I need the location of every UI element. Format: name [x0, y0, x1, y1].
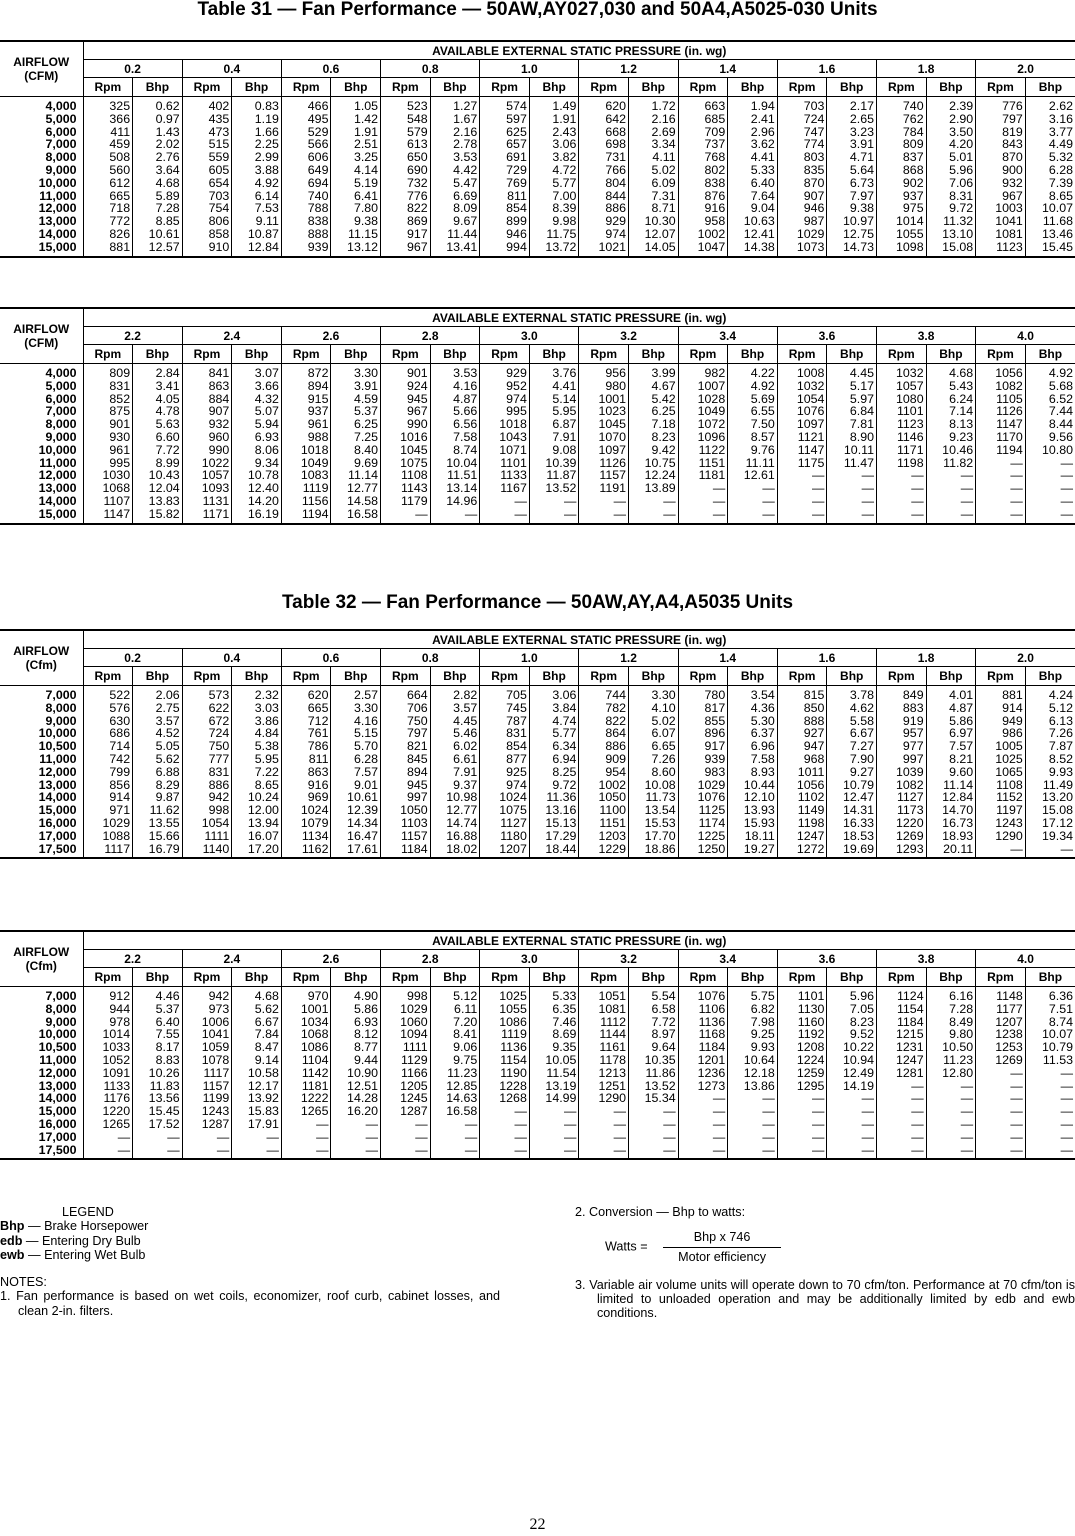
rpm-values: 1032 1057 1080 1101 1123 1146 1171 1198 — — — —: [877, 364, 927, 524]
legend-abbr: edb: [0, 1233, 23, 1248]
watts-formula: [605, 1230, 1075, 1264]
rpm-header: Rpm: [976, 78, 1026, 97]
bhp-header: Bhp: [529, 667, 579, 686]
bhp-values: 1.05 1.42 1.91 2.51 3.25 4.14 5.19 6.41 7.80 9.38 11.15 13.12: [331, 97, 381, 257]
legend-text: — Brake Horsepower: [27, 1219, 149, 1234]
bhp-header: Bhp: [728, 667, 778, 686]
rpm-values: 1124 1154 1184 1215 1231 1247 1281 — — — — — —: [877, 987, 927, 1160]
fan-performance-table: [0, 40, 1075, 258]
bhp-values: 3.99 4.67 5.42 6.25 7.18 8.23 9.42 10.75 12.24 13.89 — —: [629, 364, 679, 524]
bhp-header: Bhp: [232, 968, 282, 987]
bhp-values: 4.01 4.87 5.86 6.97 7.57 8.21 9.60 11.14 12.84 14.70 16.73 18.93 20.11: [926, 686, 976, 859]
rpm-header: Rpm: [678, 667, 728, 686]
rpm-values: 872 894 915 937 961 988 1018 1049 1083 1119 1156 1194: [281, 364, 331, 524]
bhp-header: Bhp: [827, 968, 877, 987]
bhp-header: Bhp: [430, 667, 480, 686]
bhp-values: 4.68 5.62 6.67 7.84 8.47 9.14 10.58 12.17 13.92 15.83 17.91 — —: [232, 987, 282, 1160]
pressure-value: 4.0: [976, 327, 1075, 345]
rpm-values: 1008 1032 1054 1076 1097 1121 1147 1175 — — — —: [777, 364, 827, 524]
rpm-values: 705 745 787 831 854 877 925 974 1024 1075 1127 1180 1207: [480, 686, 530, 859]
airflow-values: 7,000 8,000 9,000 10,000 10,500 11,000 12,000 13,000 14,000 15,000 16,000 17,000 17,500: [0, 686, 83, 859]
rpm-values: 522 576 630 686 714 742 799 856 914 971 1029 1088 1117: [83, 686, 133, 859]
pressure-value: 3.6: [777, 327, 876, 345]
bhp-values: 3.06 3.84 4.74 5.77 6.34 6.94 8.25 9.72 11.36 13.16 15.13 17.29 18.44: [529, 686, 579, 859]
pressure-value: 0.2: [83, 60, 182, 78]
rpm-header: Rpm: [976, 667, 1026, 686]
bhp-header: Bhp: [529, 345, 579, 364]
bhp-values: 2.32 3.03 3.86 4.84 5.38 5.95 7.22 8.65 10.24 12.00 13.94 16.07 17.20: [232, 686, 282, 859]
bhp-values: 2.62 3.16 3.77 4.49 5.32 6.28 7.39 8.65 10.07 11.68 13.46 15.45: [1025, 97, 1075, 257]
rpm-header: Rpm: [83, 667, 133, 686]
bhp-header: Bhp: [629, 968, 679, 987]
rpm-values: 956 980 1001 1023 1045 1070 1097 1126 1157 1191 — —: [579, 364, 629, 524]
pressure-value: 2.6: [281, 950, 380, 968]
bhp-values: 3.76 4.41 5.14 5.95 6.87 7.91 9.08 10.39 11.87 13.52 — —: [529, 364, 579, 524]
rpm-values: 620 642 668 698 731 766 804 844 886 929 974 1021: [579, 97, 629, 257]
bhp-header: Bhp: [529, 968, 579, 987]
pressure-value: 1.6: [777, 60, 876, 78]
bhp-header: Bhp: [331, 968, 381, 987]
rpm-values: 1056 1082 1105 1126 1147 1170 1194 — — — — —: [976, 364, 1026, 524]
rpm-values: 664 706 750 797 821 845 894 945 997 1050 1103 1157 1184: [381, 686, 431, 859]
legend-item: [0, 1234, 260, 1248]
pressure-value: 2.2: [83, 950, 182, 968]
watts-label: Watts =: [605, 1239, 648, 1254]
bhp-values: 5.54 6.58 7.72 8.97 9.64 10.35 11.86 13.52 15.34 — — — —: [629, 987, 679, 1160]
bhp-header: Bhp: [728, 78, 778, 97]
pressure-value: 3.4: [678, 950, 777, 968]
rpm-header: Rpm: [480, 968, 530, 987]
rpm-values: 982 1007 1028 1049 1072 1096 1122 1151 1181 — — —: [678, 364, 728, 524]
bhp-header: Bhp: [827, 78, 877, 97]
rpm-values: 663 685 709 737 768 802 838 876 916 958 1002 1047: [678, 97, 728, 257]
rpm-values: 901 924 945 967 990 1016 1045 1075 1108 1143 1179 —: [381, 364, 431, 524]
rpm-header: Rpm: [678, 78, 728, 97]
notes: [0, 1275, 500, 1318]
bhp-values: 0.83 1.19 1.66 2.25 2.99 3.88 4.92 6.14 7.53 9.11 10.87 12.84: [232, 97, 282, 257]
rpm-header: Rpm: [480, 667, 530, 686]
watts-numerator: Bhp x 746: [663, 1230, 781, 1247]
bhp-header: Bhp: [430, 78, 480, 97]
rpm-header: Rpm: [777, 345, 827, 364]
note-3: 3. Variable air volume units will operate down to 70 cfm/ton. Performance at 70 cfm/ton is limited to unloaded operation and may be additionally limited by edb and ewb conditions.: [575, 1277, 1075, 1321]
bhp-values: 2.82 3.57 4.45 5.46 6.02 6.61 7.91 9.37 10.98 12.77 14.74 16.88 18.02: [430, 686, 480, 859]
bhp-header: Bhp: [629, 667, 679, 686]
watts-fraction: [663, 1230, 781, 1264]
bhp-values: 5.12 6.11 7.20 8.41 9.06 9.75 11.23 12.85 14.63 16.58 — — —: [430, 987, 480, 1160]
bhp-values: 2.17 2.65 3.23 3.91 4.71 5.64 6.73 7.97 9.38 10.97 12.75 14.73: [827, 97, 877, 257]
bhp-header: Bhp: [232, 78, 282, 97]
bhp-header: Bhp: [1025, 78, 1075, 97]
rpm-header: Rpm: [281, 667, 331, 686]
rpm-header: Rpm: [976, 345, 1026, 364]
pressure-value: 1.0: [480, 60, 579, 78]
pressure-value: 3.0: [480, 950, 579, 968]
pressure-value: 4.0: [976, 950, 1075, 968]
rpm-values: 841 863 884 907 932 960 990 1022 1057 1093 1131 1171: [182, 364, 232, 524]
rpm-header: Rpm: [182, 667, 232, 686]
rpm-header: Rpm: [579, 78, 629, 97]
rpm-values: 1101 1130 1160 1192 1208 1224 1259 1295 — — — — —: [777, 987, 827, 1160]
bhp-values: 2.57 3.30 4.16 5.15 5.70 6.28 7.57 9.01 10.61 12.39 14.34 16.47 17.61: [331, 686, 381, 859]
rpm-values: 1148 1177 1207 1238 1253 1269 — — — — — — —: [976, 987, 1026, 1160]
rpm-header: Rpm: [678, 345, 728, 364]
rpm-values: 620 665 712 761 786 811 863 916 969 1024 1079 1134 1162: [281, 686, 331, 859]
rpm-values: 942 973 1006 1041 1059 1078 1117 1157 1199 1243 1287 — —: [182, 987, 232, 1160]
bhp-header: Bhp: [728, 345, 778, 364]
bhp-values: 5.75 6.82 7.98 9.25 9.93 10.64 12.18 13.86 — — — — —: [728, 987, 778, 1160]
bhp-header: Bhp: [133, 968, 183, 987]
rpm-header: Rpm: [281, 968, 331, 987]
bhp-header: Bhp: [1025, 667, 1075, 686]
rpm-header: Rpm: [777, 78, 827, 97]
pressure-value: 1.4: [678, 649, 777, 667]
rpm-values: 1051 1081 1112 1144 1161 1178 1213 1251 1290 — — — —: [579, 987, 629, 1160]
rpm-values: 815 850 888 927 947 968 1011 1056 1102 1149 1198 1247 1272: [777, 686, 827, 859]
rpm-values: 740 762 784 809 837 868 902 937 975 1014 1055 1098: [877, 97, 927, 257]
legend-item: [0, 1248, 260, 1262]
bhp-header: Bhp: [728, 968, 778, 987]
bhp-header: Bhp: [926, 667, 976, 686]
pressure-value: 2.0: [976, 649, 1075, 667]
rpm-values: 703 724 747 774 803 835 870 907 946 987 1029 1073: [777, 97, 827, 257]
rpm-header: Rpm: [381, 345, 431, 364]
bhp-values: 1.72 2.16 2.69 3.34 4.11 5.02 6.09 7.31 8.71 10.30 12.07 14.05: [629, 97, 679, 257]
rpm-values: 809 831 852 875 901 930 961 995 1030 1068 1107 1147: [83, 364, 133, 524]
bhp-header: Bhp: [529, 78, 579, 97]
rpm-values: 573 622 672 724 750 777 831 886 942 998 1054 1111 1140: [182, 686, 232, 859]
rpm-values: 881 914 949 986 1005 1025 1065 1108 1152 1197 1243 1290 —: [976, 686, 1026, 859]
pressure-value: 2.4: [182, 950, 281, 968]
pressure-value: 2.2: [83, 327, 182, 345]
rpm-header: Rpm: [281, 345, 331, 364]
watts-denominator: Motor efficiency: [678, 1249, 767, 1264]
rpm-header: Rpm: [83, 345, 133, 364]
airflow-values: 4,000 5,000 6,000 7,000 8,000 9,000 10,000 11,000 12,000 13,000 14,000 15,000: [0, 364, 83, 524]
rpm-header: Rpm: [381, 78, 431, 97]
airflow-header: AIRFLOW (CFM): [0, 41, 83, 97]
pressure-value: 0.4: [182, 60, 281, 78]
rpm-values: 780 817 855 896 917 939 983 1029 1076 1125 1174 1225 1250: [678, 686, 728, 859]
pressure-value: 0.4: [182, 649, 281, 667]
bhp-values: 4.68 5.43 6.24 7.14 8.13 9.23 10.46 11.82 — — — —: [926, 364, 976, 524]
bhp-header: Bhp: [133, 78, 183, 97]
bhp-header: Bhp: [629, 78, 679, 97]
bhp-header: Bhp: [430, 968, 480, 987]
bhp-values: 2.84 3.41 4.05 4.78 5.63 6.60 7.72 8.99 10.43 12.04 13.83 15.82: [133, 364, 183, 524]
rpm-values: 1076 1106 1136 1168 1184 1201 1236 1273 — — — — —: [678, 987, 728, 1160]
rpm-values: 776 797 819 843 870 900 932 967 1003 1041 1081 1123: [976, 97, 1026, 257]
bhp-values: 2.39 2.90 3.50 4.20 5.01 5.96 7.06 8.31 9.72 11.32 13.10 15.08: [926, 97, 976, 257]
bhp-header: Bhp: [827, 345, 877, 364]
bhp-values: 1.27 1.67 2.16 2.78 3.53 4.42 5.47 6.69 8.09 9.67 11.44 13.41: [430, 97, 480, 257]
pressure-value: 1.4: [678, 60, 777, 78]
bhp-values: 3.30 4.10 5.02 6.07 6.65 7.26 8.60 10.08 11.73 13.54 15.53 17.70 18.86: [629, 686, 679, 859]
pressure-header: AVAILABLE EXTERNAL STATIC PRESSURE (in. wg): [83, 931, 1075, 950]
pressure-value: 3.2: [579, 950, 678, 968]
airflow-values: 4,000 5,000 6,000 7,000 8,000 9,000 10,000 11,000 12,000 13,000 14,000 15,000: [0, 97, 83, 257]
bhp-header: Bhp: [629, 345, 679, 364]
pressure-value: 1.2: [579, 649, 678, 667]
bhp-values: 4.46 5.37 6.40 7.55 8.17 8.83 10.26 11.83 13.56 15.45 17.52 — —: [133, 987, 183, 1160]
bhp-values: 3.78 4.62 5.58 6.67 7.27 7.90 9.27 10.79 12.47 14.31 16.33 18.53 19.69: [827, 686, 877, 859]
pressure-value: 0.6: [281, 60, 380, 78]
bhp-values: 5.33 6.35 7.46 8.69 9.35 10.05 11.54 13.19 14.99 — — — —: [529, 987, 579, 1160]
bhp-values: 4.24 5.12 6.13 7.26 7.87 8.52 9.93 11.49 13.20 15.08 17.12 19.34 —: [1025, 686, 1075, 859]
bhp-values: 6.36 7.51 8.74 10.07 10.79 11.53 — — — — — — —: [1025, 987, 1075, 1160]
legend-item: [0, 1219, 260, 1233]
pressure-value: 2.6: [281, 327, 380, 345]
fan-performance-table: [0, 930, 1075, 1160]
bhp-header: Bhp: [331, 78, 381, 97]
rpm-values: 1025 1055 1086 1119 1136 1154 1190 1228 1268 — — — —: [480, 987, 530, 1160]
pressure-value: 0.2: [83, 649, 182, 667]
pressure-value: 2.0: [976, 60, 1075, 78]
legend-title: LEGEND: [62, 1205, 114, 1219]
legend-abbr: Bhp: [0, 1219, 25, 1234]
bhp-values: 4.92 5.68 6.52 7.44 8.44 9.56 10.80 — — — — —: [1025, 364, 1075, 524]
rpm-header: Rpm: [579, 345, 629, 364]
pressure-value: 3.2: [579, 327, 678, 345]
page-number: 22: [529, 1516, 546, 1533]
rpm-header: Rpm: [777, 968, 827, 987]
bhp-header: Bhp: [331, 345, 381, 364]
bhp-header: Bhp: [430, 345, 480, 364]
rpm-values: 849 883 919 957 977 997 1039 1082 1127 1173 1220 1269 1293: [877, 686, 927, 859]
airflow-header: AIRFLOW (Cfm): [0, 931, 83, 987]
table32-title: Table 32 — Fan Performance — 50AW,AY,A4,A5035 Units: [281, 592, 794, 613]
rpm-header: Rpm: [877, 78, 927, 97]
bhp-values: 1.94 2.41 2.96 3.62 4.41 5.33 6.40 7.64 9.04 10.63 12.41 14.38: [728, 97, 778, 257]
legend-text: — Entering Dry Bulb: [25, 1233, 141, 1248]
bhp-values: 3.53 4.16 4.87 5.66 6.56 7.58 8.74 10.04 11.51 13.14 14.96 —: [430, 364, 480, 524]
rpm-header: Rpm: [976, 968, 1026, 987]
pressure-header: AVAILABLE EXTERNAL STATIC PRESSURE (in. wg): [83, 308, 1075, 327]
rpm-values: 325 366 411 459 508 560 612 665 718 772 826 881: [83, 97, 133, 257]
rpm-header: Rpm: [83, 78, 133, 97]
rpm-values: 744 782 822 864 886 909 954 1002 1050 1100 1151 1203 1229: [579, 686, 629, 859]
bhp-header: Bhp: [232, 667, 282, 686]
pressure-value: 2.8: [381, 327, 480, 345]
fan-performance-table: [0, 307, 1075, 525]
bhp-header: Bhp: [1025, 968, 1075, 987]
bhp-values: 6.16 7.28 8.49 9.80 10.50 11.23 12.80 — — — — — —: [926, 987, 976, 1160]
rpm-header: Rpm: [381, 968, 431, 987]
legend-text: — Entering Wet Bulb: [28, 1247, 146, 1262]
bhp-header: Bhp: [926, 968, 976, 987]
bhp-values: 3.54 4.36 5.30 6.37 6.96 7.58 8.93 10.44 12.10 13.93 15.93 18.11 19.27: [728, 686, 778, 859]
pressure-value: 3.0: [480, 327, 579, 345]
bhp-header: Bhp: [1025, 345, 1075, 364]
rpm-header: Rpm: [877, 345, 927, 364]
rpm-header: Rpm: [182, 968, 232, 987]
pressure-value: 3.6: [777, 950, 876, 968]
notes-title: NOTES:: [0, 1275, 47, 1289]
pressure-value: 0.6: [281, 649, 380, 667]
rpm-header: Rpm: [877, 968, 927, 987]
pressure-value: 3.8: [877, 327, 976, 345]
pressure-value: 0.8: [381, 60, 480, 78]
rpm-values: 970 1001 1034 1068 1086 1104 1142 1181 1222 1265 — — —: [281, 987, 331, 1160]
rpm-header: Rpm: [480, 345, 530, 364]
note-2: 2. Conversion — Bhp to watts:: [575, 1205, 746, 1219]
fan-performance-table: [0, 629, 1075, 859]
airflow-header: AIRFLOW (CFM): [0, 308, 83, 364]
legend: [0, 1205, 260, 1262]
rpm-values: 466 495 529 566 606 649 694 740 788 838 888 939: [281, 97, 331, 257]
bhp-values: 4.22 4.92 5.69 6.55 7.50 8.57 9.76 11.11 12.61 — — —: [728, 364, 778, 524]
rpm-values: 929 952 974 995 1018 1043 1071 1101 1133 1167 — —: [480, 364, 530, 524]
pressure-value: 0.8: [381, 649, 480, 667]
bhp-header: Bhp: [133, 345, 183, 364]
pressure-value: 2.4: [182, 327, 281, 345]
pressure-value: 1.6: [777, 649, 876, 667]
airflow-header: AIRFLOW (Cfm): [0, 630, 83, 686]
rpm-header: Rpm: [579, 667, 629, 686]
rpm-header: Rpm: [777, 667, 827, 686]
pressure-value: 1.8: [877, 649, 976, 667]
rpm-header: Rpm: [381, 667, 431, 686]
rpm-values: 574 597 625 657 691 729 769 811 854 899 946 994: [480, 97, 530, 257]
rpm-header: Rpm: [480, 78, 530, 97]
bhp-header: Bhp: [133, 667, 183, 686]
rpm-header: Rpm: [182, 345, 232, 364]
bhp-values: 4.90 5.86 6.93 8.12 8.77 9.44 10.90 12.51 14.28 16.20 — — —: [331, 987, 381, 1160]
notes-right: [575, 1205, 1075, 1321]
table31-title: Table 31 — Fan Performance — 50AW,AY027,030 and 50A4,A5025-030 Units: [197, 0, 878, 20]
rpm-header: Rpm: [281, 78, 331, 97]
bhp-values: 1.49 1.91 2.43 3.06 3.82 4.72 5.77 7.00 8.39 9.98 11.75 13.72: [529, 97, 579, 257]
bhp-header: Bhp: [331, 667, 381, 686]
pressure-value: 1.8: [877, 60, 976, 78]
rpm-header: Rpm: [579, 968, 629, 987]
rpm-values: 912 944 978 1014 1033 1052 1091 1133 1176 1220 1265 — —: [83, 987, 133, 1160]
pressure-value: 2.8: [381, 950, 480, 968]
bhp-header: Bhp: [926, 345, 976, 364]
bhp-header: Bhp: [926, 78, 976, 97]
bhp-values: 3.07 3.66 4.32 5.07 5.94 6.93 8.06 9.34 10.78 12.40 14.20 16.19: [232, 364, 282, 524]
legend-abbr: ewb: [0, 1247, 25, 1262]
pressure-value: 3.8: [877, 950, 976, 968]
pressure-value: 3.4: [678, 327, 777, 345]
note-1: 1. Fan performance is based on wet coils, economizer, roof curb, cabinet losses, and clean 2-in. filters.: [0, 1289, 500, 1318]
airflow-values: 7,000 8,000 9,000 10,000 10,500 11,000 12,000 13,000 14,000 15,000 16,000 17,000 17,500: [0, 987, 83, 1160]
bhp-values: 0.62 0.97 1.43 2.02 2.76 3.64 4.68 5.89 7.28 8.85 10.61 12.57: [133, 97, 183, 257]
rpm-header: Rpm: [678, 968, 728, 987]
bhp-values: 5.96 7.05 8.23 9.52 10.22 10.94 12.49 14.19 — — — — —: [827, 987, 877, 1160]
pressure-header: AVAILABLE EXTERNAL STATIC PRESSURE (in. wg): [83, 630, 1075, 649]
rpm-header: Rpm: [182, 78, 232, 97]
bhp-values: 4.45 5.17 5.97 6.84 7.81 8.90 10.11 11.47 — — — —: [827, 364, 877, 524]
rpm-values: 523 548 579 613 650 690 732 776 822 869 917 967: [381, 97, 431, 257]
pressure-header: AVAILABLE EXTERNAL STATIC PRESSURE (in. wg): [83, 41, 1075, 60]
bhp-values: 3.30 3.91 4.59 5.37 6.25 7.25 8.40 9.69 11.14 12.77 14.58 16.58: [331, 364, 381, 524]
bhp-header: Bhp: [827, 667, 877, 686]
rpm-header: Rpm: [83, 968, 133, 987]
rpm-values: 998 1029 1060 1094 1111 1129 1166 1205 1245 1287 — — —: [381, 987, 431, 1160]
pressure-value: 1.2: [579, 60, 678, 78]
rpm-header: Rpm: [877, 667, 927, 686]
bhp-values: 2.06 2.75 3.57 4.52 5.05 5.62 6.88 8.29 9.87 11.62 13.55 15.66 16.79: [133, 686, 183, 859]
pressure-value: 1.0: [480, 649, 579, 667]
bhp-header: Bhp: [232, 345, 282, 364]
rpm-values: 402 435 473 515 559 605 654 703 754 806 858 910: [182, 97, 232, 257]
